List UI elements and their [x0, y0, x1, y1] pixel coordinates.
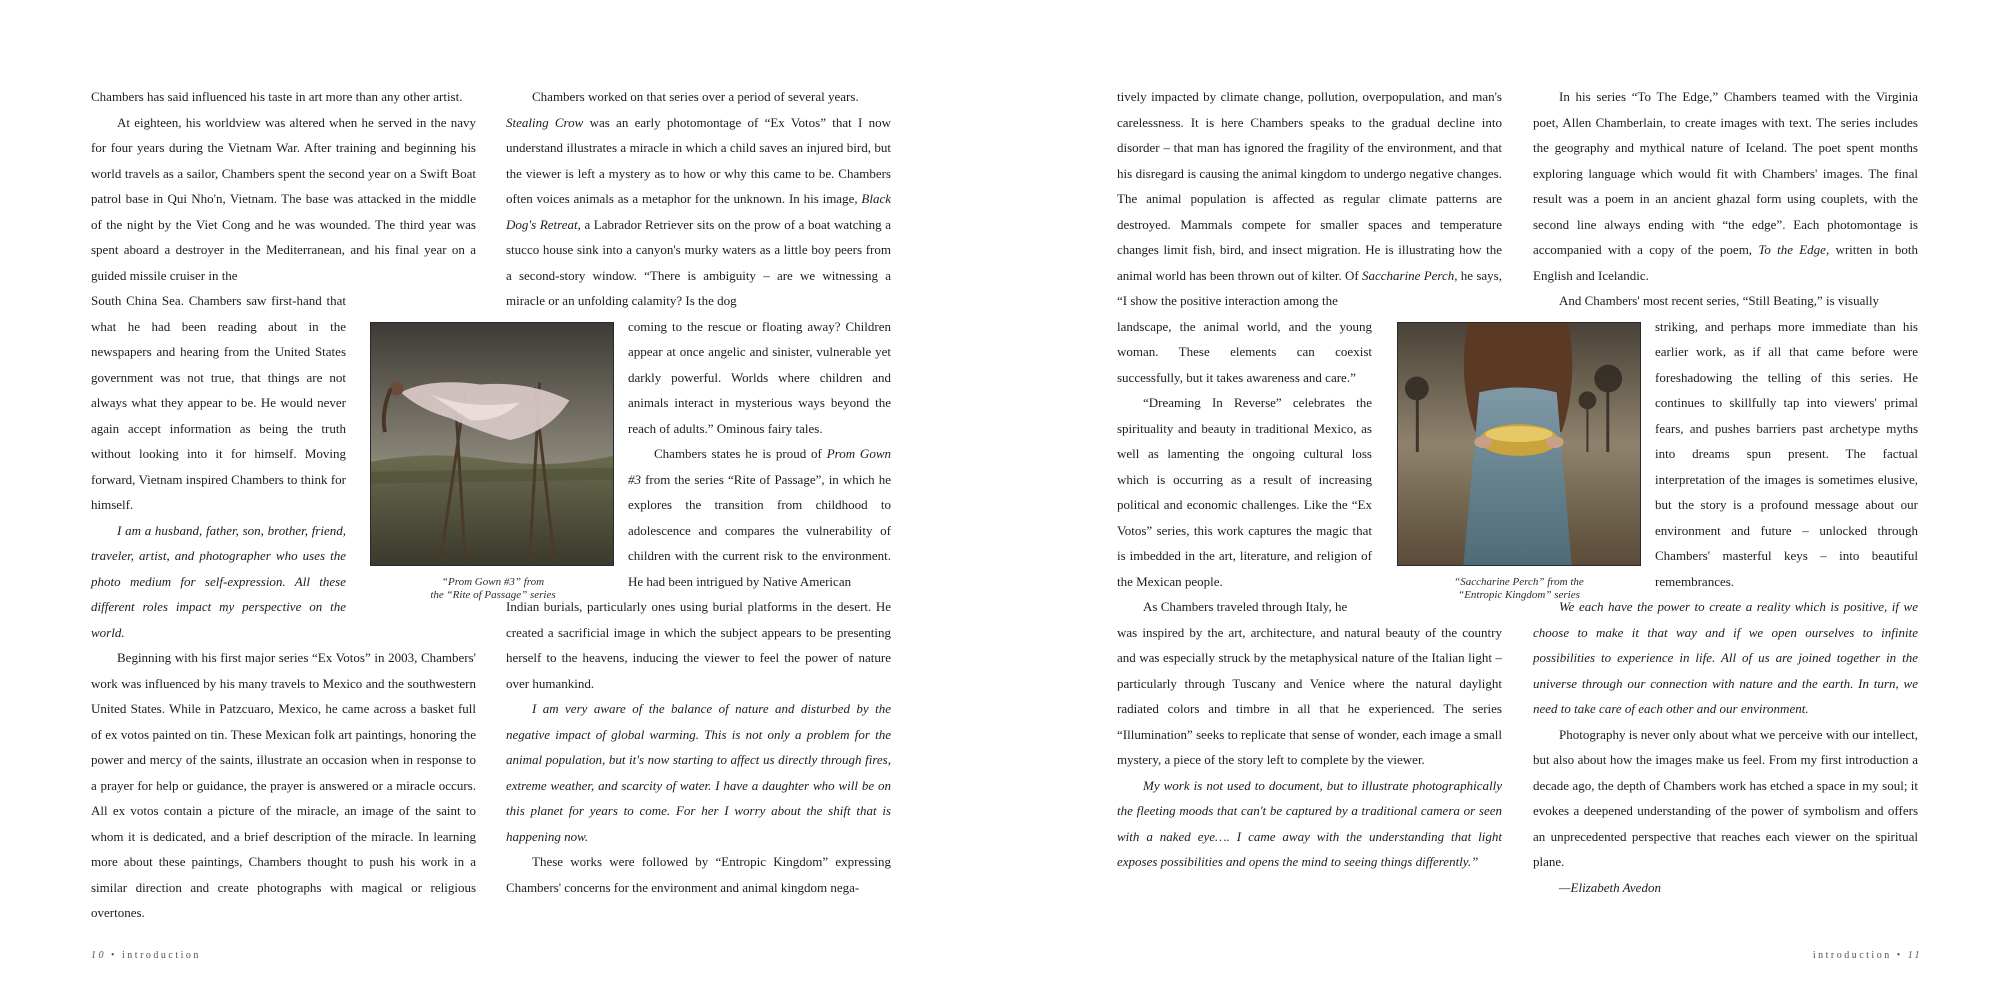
paragraph	[1533, 84, 1918, 288]
paragraph: Photography is never only about what we perceive with our intellect, but also about how the images make us feel. From my first introduction a decade ago, the depth of Chambers work has etched a space in my soul; it evokes a deepened understanding of the power of symbolism and offers an unprecedented perspective that reaches each viewer on the spiritual plane.	[1533, 726, 1918, 869]
paragraph: South China Sea. Chambers saw first-hand that what he had been reading about in the newspapers and hearing from the United States government was not true, that things are not always what they appear to be. He would never again accept information as being the truth without looking into it for himself. Moving forward, Vietnam inspired Chambers to think for himself.	[91, 293, 346, 512]
text-run: , a Labrador Retriever sits on the prow of a boat watching a stucco house sink into a canyon's murky waters as a little boy peers from a second-story window. “There is ambiguity – are we witnessing a miracle or an unfolding calamity? Is the dog	[506, 216, 891, 308]
paragraph: “Dreaming In Reverse” celebrates the spirituality and beauty in traditional Mexico, as well as lamenting the ongoing cultural loss which is occurring as a result of increasing political and economic challenges. Like the “Ex Votos” series, this work captures the magic that is imbedded in the art, literature, and religion of the Mexican people.	[1117, 395, 1372, 589]
page-number: 11	[1907, 950, 1922, 961]
text-run: from the series “Rite of Passage”, in which he explores the transition from childhood to adolescence and compares the vulnerability of children with the current risk to the environment. He had been intrigued by Native American	[628, 471, 891, 589]
right-page	[1000, 0, 2000, 1000]
caption-line: “Saccharine Perch” from the	[1454, 576, 1584, 588]
paragraph: Chambers worked on that series over a period of several years.	[532, 89, 859, 104]
page-number: 10	[91, 950, 106, 961]
folio-separator: •	[111, 950, 118, 961]
figure-caption	[1434, 576, 1604, 602]
pull-quote: I am very aware of the balance of nature and disturbed by the negative impact of global warming. This is not only a problem for the animal population, but it's now starting to affect us directly through fires, extreme weather, and scarcity of water. I have a daughter who will be on this planet for years to come. For her I worry about the shift that is happening now.	[506, 701, 891, 844]
section-label: introduction	[1812, 950, 1892, 961]
text-run: Chambers states he is proud of	[654, 446, 827, 461]
text-run: In his series “To The Edge,” Chambers teamed with the Virginia poet, Allen Chamberlain, to create images with text. The series includes the geography and mythical nature of Iceland. The poet spent months exploring language which would fit with Chambers' images. The final result was a poem in an ancient ghazal form using couplets, with the second line always ending with “the edge”. Each photomontage is accompanied with a copy of the poem,	[1533, 89, 1918, 257]
page-folio	[1813, 950, 1922, 961]
paragraph: As Chambers traveled through Italy, he	[1143, 599, 1348, 614]
artwork-title: Stealing Crow	[506, 114, 584, 130]
saccharine-perch-photo	[1397, 322, 1641, 566]
text-run: was an early photomontage of “Ex Votos” that I now understand illustrates a miracle in which a child saves an injured bird, but the viewer is left a mystery as to how or why this came to be. Chambers often voices animals as a metaphor for the unknown. In his image,	[506, 114, 891, 206]
artwork-title: Saccharine Perch	[1361, 267, 1455, 283]
pull-quote: I am a husband, father, son, brother, friend, traveler, artist, and photographer who uses the photo medium for self-expression. All these different roles impact my perspective on the world.	[91, 522, 346, 640]
paragraph: Beginning with his first major series “Ex Votos” in 2003, Chambers' work was influenced by his many travels to Mexico and the southwestern United States. While in Patzcuaro, Mexico, he came across a basket full of ex votos painted on tin. These Mexican folk art paintings, honoring the power and mercy of the saints, illustrate an occasion when in response to a prayer for help or guidance, the prayer is answered or a miracle occurs. All ex votos contain a picture of the miracle, an image of the saint to whom it is dedicated, and a brief description of the miracle. In learning more about these paintings, Chambers thought to push his work in a similar direction and create photographs with magical or religious overtones.	[91, 650, 476, 920]
paragraph	[506, 110, 891, 314]
paragraph	[1117, 84, 1502, 314]
text-run: tively impacted by climate change, pollution, overpopulation, and man's carelessness. It is here Chambers speaks to the gradual decline into disorder – that man has ignored the fragility of the environment, and that his disregard is causing the animal kingdom to undergo negative changes. The animal population is affected as regular climate patterns are destroyed. Mammals compete for smaller spaces and temperature changes limit fish, bird, and insect migration. He is illustrating how the animal world has been thrown out of kilter. Of	[1117, 89, 1502, 283]
paragraph: Chambers has said influenced his taste in art more than any other artist.	[91, 89, 463, 104]
figure-caption	[408, 576, 578, 602]
page-folio	[91, 950, 201, 961]
text-run: , written in both English and Icelandic.	[1533, 242, 1918, 283]
prom-gown-photo	[370, 322, 614, 566]
artwork-title: To the Edge	[1758, 242, 1826, 257]
paragraph: At eighteen, his worldview was altered when he served in the navy for four years during the Vietnam War. After training and beginning his world travels as a sailor, Chambers spent the second year on a Swift Boat patrol base in Qui Nho'n, Vietnam. The base was attacked in the middle of the night by the Viet Cong and he was wounded. The third year was spent aboard a destroyer in the Mediterranean, and his final year on a guided missile cruiser in the	[91, 114, 476, 283]
paragraph: Indian burials, particularly ones using burial platforms in the desert. He created a sacrificial image in which the subject appears to be presenting herself to the heavens, inducing the viewer to feel the power of nature over humankind.	[506, 599, 891, 691]
pull-quote: We each have the power to create a reality which is positive, if we choose to make it that way and if we open ourselves to infinite possibilities to experience in life. All of us are joined together in the universe through our connection with nature and the earth. In turn, we need to take care of each other and our environment.	[1533, 599, 1918, 716]
caption-line: “Prom Gown #3” from	[441, 576, 545, 588]
paragraph: coming to the rescue or floating away? Children appear at once angelic and sinister, vulnerable yet darkly powerful. Worlds where children and animals interact in mysterious ways beyond the reach of adults.” Ominous fairy tales.	[628, 318, 891, 436]
paragraph: striking, and perhaps more immediate than his earlier work, as if all that came before were foreshadowing the telling of this series. He continues to skillfully tap into viewers' primal fears, and pushes barriers past archetype myths into dreams spun present. The factual interpretation of the images is sometimes elusive, but the story is a profound message about our environment and future – unlocked through Chambers' masterful keys – into beautiful remembrances.	[1655, 318, 1918, 589]
signature: —Elizabeth Avedon	[1559, 879, 1661, 895]
paragraph: was inspired by the art, architecture, and natural beauty of the country and was especially struck by the metaphysical nature of the Italian light – particularly through Tuscany and Venice where the natural daylight radiated colors and timbre in all that he experienced. The series “Illumination” seeks to replicate that sense of wonder, each image a small mystery, a piece of the story left to complete by the viewer.	[1117, 624, 1502, 767]
paragraph: landscape, the animal world, and the young woman. These elements can coexist successfully, but it takes awareness and care.”	[1117, 318, 1372, 385]
folio-separator: •	[1896, 950, 1903, 961]
caption-line: “Entropic Kingdom” series	[1458, 589, 1580, 601]
paragraph: And Chambers' most recent series, “Still Beating,” is visually	[1559, 293, 1880, 308]
paragraph: These works were followed by “Entropic Kingdom” expressing Chambers' concerns for the environment and animal kingdom nega-	[506, 854, 891, 895]
pull-quote: My work is not used to document, but to illustrate photographically the fleeting moods that can't be captured by a traditional camera or seen with a naked eye…. I came away with the understanding that light exposes possibilities and opens the mind to seeing things differently.”	[1117, 777, 1502, 869]
text-run: , he says, “I show the positive interaction among the	[1117, 267, 1502, 308]
caption-line: the “Rite of Passage” series	[430, 589, 556, 601]
artwork-title: Prom Gown #3	[628, 446, 891, 487]
artwork-title: Black Dog's Retreat	[506, 191, 891, 232]
section-label: introduction	[122, 950, 201, 961]
